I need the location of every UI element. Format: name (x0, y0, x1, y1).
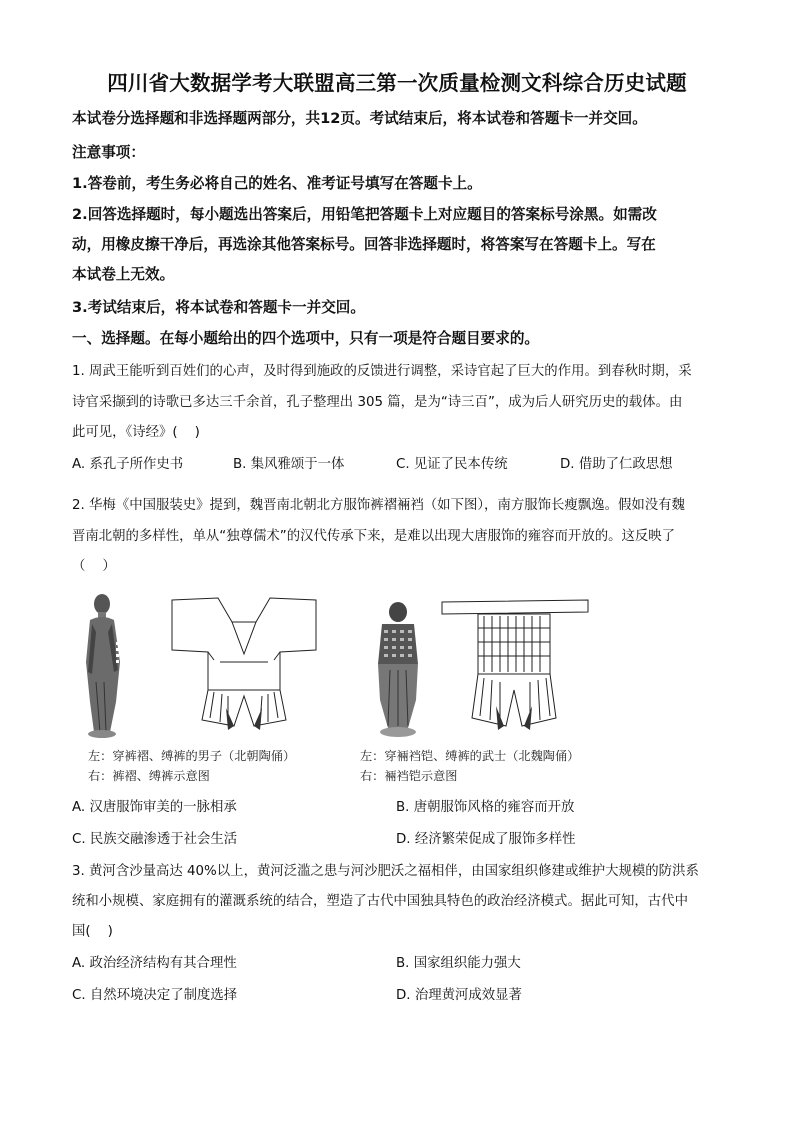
notice-heading: 注意事项： (72, 144, 145, 161)
exam-title: 四川省大数据学考大联盟高三第一次质量检测文科综合历史试题 (107, 71, 687, 95)
notice-item-2-line-3: 本试卷上无效。 (72, 266, 175, 283)
q1-option-a: A. 系孔子所作史书 (72, 457, 184, 472)
notice-item-2-line-2: 动，用橡皮擦干净后，再选涂其他答案标号。回答非选择题时，将答案写在答题卡上。写在 (72, 236, 656, 253)
figurine-warrior-image (368, 600, 428, 740)
q3-option-c: C. 自然环境决定了制度选择 (72, 988, 238, 1003)
caption-left-line-2: 右：裤褶、缚裤示意图 (88, 769, 210, 783)
q3-option-d: D. 治理黄河成效显著 (396, 988, 522, 1003)
q3-stem-line-3: 国( ) (72, 924, 113, 939)
q2-stem-line-1: 2. 华梅《中国服装史》提到，魏晋南北朝北方服饰裤褶裲裆（如下图），南方服饰长瘦飘逸。假如没有魏 (72, 498, 685, 513)
section-heading: 一、选择题。在每小题给出的四个选项中，只有一项是符合题目要求的。 (72, 330, 540, 347)
q1-option-b: B. 集风雅颂于一体 (233, 457, 345, 472)
q2-stem-line-3: （ ） (72, 559, 116, 574)
q2-option-c: C. 民族交融渗透于社会生活 (72, 832, 238, 847)
notice-item-3: 3.考试结束后，将本试卷和答题卡一并交回。 (72, 299, 365, 316)
q3-stem-line-1: 3. 黄河含沙量高达 40%以上，黄河泛滥之患与河沙肥沃之福相伴，由国家组织修建或维护大规模的防洪系 (72, 864, 699, 879)
q1-stem-line-1: 1. 周武王能听到百姓们的心声，及时得到施政的反馈进行调整，采诗官起了巨大的作用。到春秋时期，采 (72, 364, 692, 379)
intro-line: 本试卷分选择题和非选择题两部分，共12页。考试结束后，将本试卷和答题卡一并交回。 (72, 110, 647, 127)
caption-right-line-1: 左：穿裲裆铠、缚裤的武士（北魏陶俑） (360, 749, 580, 763)
caption-left-line-1: 左：穿裤褶、缚裤的男子（北朝陶俑） (88, 749, 296, 763)
notice-item-1: 1.答卷前，考生务必将自己的姓名、准考证号填写在答题卡上。 (72, 175, 482, 192)
caption-right-line-2: 右：裲裆铠示意图 (360, 769, 458, 783)
trousers-jacket-diagram (168, 592, 320, 734)
q3-option-b: B. 国家组织能力强大 (396, 956, 521, 971)
q1-option-d: D. 借助了仁政思想 (560, 457, 673, 472)
q1-stem-line-3: 此可见，《诗经》( ) (72, 425, 200, 440)
q1-option-c: C. 见证了民本传统 (396, 457, 508, 472)
q3-option-a: A. 政治经济结构有其合理性 (72, 956, 237, 971)
q1-stem-line-2: 诗官采撷到的诗歌已多达三千余首，孔子整理出 305 篇，是为“诗三百”，成为后人研究历史的载体。由 (72, 395, 683, 410)
q2-option-d: D. 经济繁荣促成了服饰多样性 (396, 832, 576, 847)
q2-stem-line-2: 晋南北朝的多样性，单从“独尊儒术”的汉代传承下来，是难以出现大唐服饰的雍容而开放的。这反映了 (72, 529, 676, 544)
armor-diagram (438, 594, 592, 736)
notice-item-2-line-1: 2.回答选择题时，每小题选出答案后，用铅笔把答题卡上对应题目的答案标号涂黑。如需改 (72, 206, 657, 223)
figurine-man-image (80, 592, 140, 742)
q2-option-a: A. 汉唐服饰审美的一脉相承 (72, 800, 237, 815)
q3-stem-line-2: 统和小规模、家庭拥有的灌溉系统的结合，塑造了古代中国独具特色的政治经济模式。据此可知，古代中 (72, 894, 688, 909)
q2-option-b: B. 唐朝服饰风格的雍容而开放 (396, 800, 575, 815)
